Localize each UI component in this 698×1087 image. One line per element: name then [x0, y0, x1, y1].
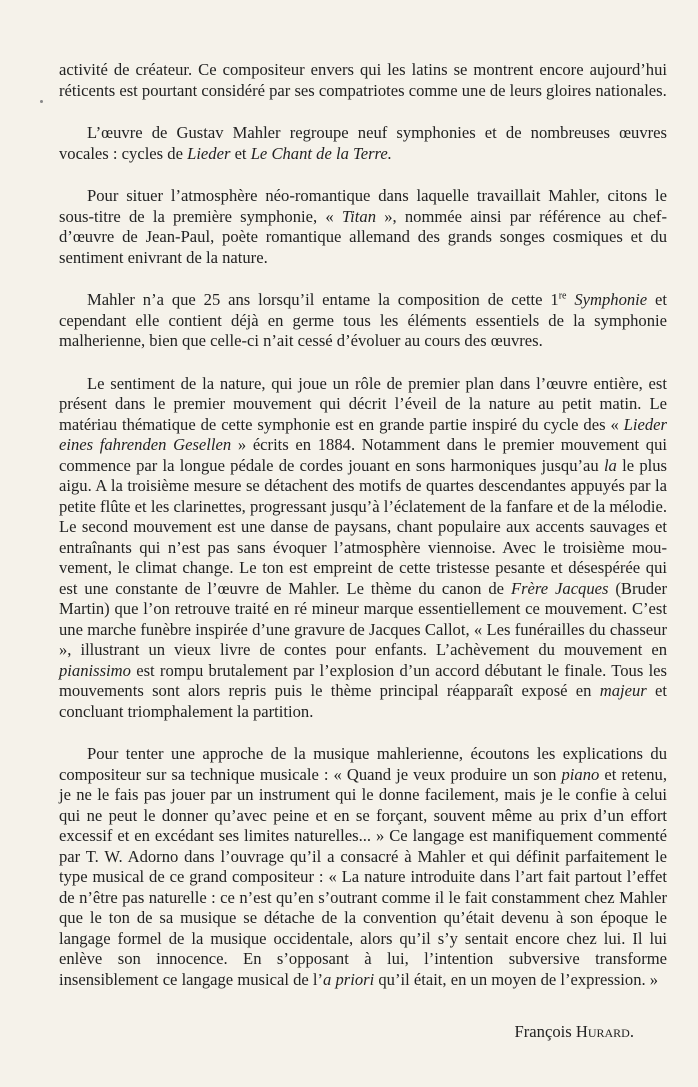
text-run: Le sentiment de la nature, qui joue un rôle de premier plan dans l’œuvre entière, est présent dans le premier mouvement qui décrit l’éveil de la nature au petit matin. Le matériau thématique de cette symphonie est en grande partie inspiré du cycle des « — [59, 373, 667, 434]
italic-text: pianissimo — [59, 660, 131, 680]
text-run: » écrits en 1884. Notamment dans le premier mouvement qui commence par la longue pédale de cordes jouant en sons harmoniques jusqu’au — [59, 435, 667, 475]
text-run: Pour situer l’atmosphère néo-romantique dans laquelle travaillait Mahler, citons le sous-titre de la première symphonie, « — [59, 186, 667, 226]
author-last-name: Hurard — [575, 1022, 630, 1041]
italic-text: Frère Jacques — [510, 578, 609, 598]
italic-text: Titan — [341, 206, 376, 226]
paragraph-first-symphony — [59, 290, 667, 352]
paragraph-atmosphere — [59, 186, 667, 268]
text-run: Pour tenter une approche de la musique mahlerienne, écoutons les explications du compositeur sur sa technique musicale : « Quand je veux produire un son — [59, 744, 667, 784]
text-run: (Bruder Martin) que l’on retrouve traité en ré mineur marque essentiellement ce mouvement. C’est une marche funèbre inspirée d’une gravure de Jacques Callot, « Les funérailles du chasseur », illustrant un vieux livre de contes pour enfants. L’achèvement du mouvement en — [59, 578, 667, 659]
text-run: L’œuvre de Gustav Mahler regroupe neuf symphonies et de nombreuses œuvres vocales : cycles de — [59, 123, 667, 163]
text-run: et — [230, 143, 251, 163]
author-signature — [59, 1022, 667, 1043]
italic-text: piano — [561, 764, 600, 784]
italic-text: majeur — [599, 681, 647, 700]
text-run: », nommée ainsi par référence au chef-d’œuvre de Jean-Paul, poète romantique allemand des grands songes cosmiques et du sentiment enivrant de la nature. — [59, 206, 667, 267]
paragraph-works — [59, 123, 667, 164]
document-page — [59, 60, 667, 1043]
italic-text: Lieder — [187, 143, 231, 163]
text-run: Mahler n’a que 25 ans lorsqu’il entame la composition de cette 1 — [87, 290, 559, 309]
text-run: activité de créateur. Ce compositeur envers qui les latins se montrent encore aujourd’hui réticents est pourtant considéré par ses compatriotes comme une de leurs gloires nationales. — [59, 60, 667, 100]
text-run: qu’il était, en un moyen de l’expression. » — [374, 969, 659, 989]
paragraph-technique — [59, 744, 667, 990]
author-period: . — [629, 1022, 634, 1041]
superscript-text: re — [558, 290, 567, 302]
text-run: est rompu brutalement par l’explosion d’un accord débutant le finale. Tous les mouvements sont alors repris puis le thème principal réapparaît exposé en — [59, 660, 667, 700]
margin-mark — [40, 100, 43, 103]
italic-text: la — [603, 455, 617, 475]
text-run: et cependant elle contient déjà en germe tous les éléments essentiels de la symphonie malherienne, bien que celle-ci n’ait cessé d’évoluer au cours des œuvres. — [59, 290, 667, 350]
text-run: et concluant triomphalement la partition. — [59, 681, 667, 721]
paragraph-nature — [59, 374, 667, 723]
italic-text: Le Chant de la Terre. — [250, 143, 392, 163]
italic-text: Symphonie — [574, 290, 648, 309]
author-first-name: François — [514, 1022, 576, 1041]
text-run: le plus aigu. A la troisième mesure se détachent des motifs de quartes descendantes appuyés par la petite flûte et les clarinettes, progressant jusqu’à l’éclatement de la fanfare et de la mélodie. Le second mouvement est une danse de paysans, chant populaire aux accents sauvages et entraînants qui n’est pas sans évoquer l’atmosphère viennoise. Avec le troisième mouvement, le climat change. Le ton est empreint de cette tristesse pesante et désespérée qui est une constante de l’œuvre de Mahler. Le thème du canon de — [59, 455, 667, 598]
text-run: et retenu, je ne le fais pas jouer par un instrument qui le donne facilement, mais je le confie à celui qui ne peut le donner qu’avec peine et en se forçant, souvent même au prix d’un effort excessif et en excédant ses limites naturelles... » Ce langage est manifiquement commenté par T. W. Adorno dans l’ouvrage qu’il a consacré à Mahler et qui définit parfaitement le type musical de ce grand compositeur : « La nature introduite dans l’art fait partout l’effet de n’être pas naturelle : ce n’est qu’en s’outrant comme il le fait constamment chez Mahler que le ton de sa musique se détache de la convention qu’était devenu à son époque le langage formel de la musique occidentale, alors qu’il s’y sentait encore chez lui. Il lui enlève son innocence. En s’opposant à lui, l’intention subversive transforme insensiblement ce langage musical de l’ — [59, 764, 667, 989]
italic-text: Lieder eines fahrenden Gesellen — [59, 414, 667, 454]
italic-text: a priori — [323, 969, 375, 989]
paragraph-intro — [59, 60, 667, 101]
